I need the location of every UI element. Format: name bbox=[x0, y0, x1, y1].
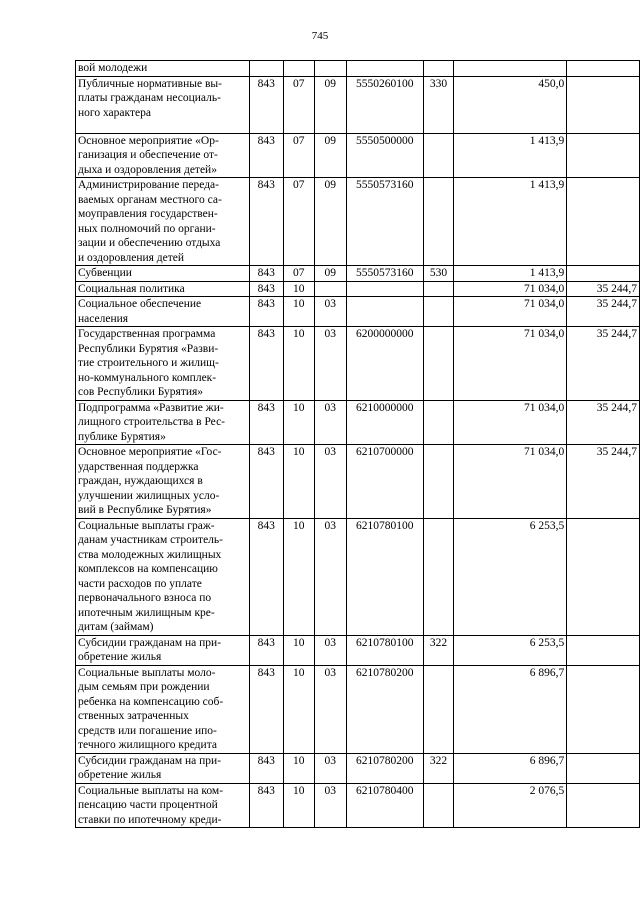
cell-ministry-code: 843 bbox=[249, 635, 283, 665]
cell-section-code: 10 bbox=[283, 635, 315, 665]
cell-section-code bbox=[283, 61, 315, 77]
cell-amount-year2 bbox=[567, 178, 640, 266]
cell-target-article: 5550573160 bbox=[346, 178, 424, 266]
cell-subsection-code: 03 bbox=[315, 665, 347, 753]
cell-name: Социальные выплаты на ком- пенсацию части процентной ставки по ипотечному креди- bbox=[76, 783, 250, 828]
cell-target-article: 5550573160 bbox=[346, 266, 424, 282]
table-row bbox=[76, 266, 640, 282]
cell-expense-type bbox=[424, 665, 454, 753]
cell-section-code: 07 bbox=[283, 266, 315, 282]
cell-amount-year1: 71 034,0 bbox=[453, 445, 566, 519]
cell-expense-type: 322 bbox=[424, 635, 454, 665]
cell-subsection-code: 09 bbox=[315, 133, 347, 178]
cell-ministry-code bbox=[249, 61, 283, 77]
cell-section-code: 10 bbox=[283, 327, 315, 401]
cell-subsection-code bbox=[315, 61, 347, 77]
cell-target-article: 5550260100 bbox=[346, 76, 424, 133]
cell-expense-type bbox=[424, 297, 454, 327]
cell-subsection-code: 03 bbox=[315, 445, 347, 519]
table-row bbox=[76, 753, 640, 783]
cell-section-code: 07 bbox=[283, 76, 315, 133]
cell-amount-year1: 71 034,0 bbox=[453, 400, 566, 445]
cell-target-article: 5550500000 bbox=[346, 133, 424, 178]
cell-subsection-code: 03 bbox=[315, 297, 347, 327]
cell-expense-type bbox=[424, 281, 454, 297]
cell-target-article bbox=[346, 281, 424, 297]
cell-target-article: 6210700000 bbox=[346, 445, 424, 519]
cell-amount-year2 bbox=[567, 133, 640, 178]
cell-subsection-code: 09 bbox=[315, 178, 347, 266]
cell-ministry-code: 843 bbox=[249, 281, 283, 297]
cell-expense-type: 530 bbox=[424, 266, 454, 282]
cell-subsection-code: 03 bbox=[315, 327, 347, 401]
cell-amount-year2 bbox=[567, 76, 640, 133]
cell-subsection-code: 03 bbox=[315, 753, 347, 783]
table-row bbox=[76, 400, 640, 445]
table-row bbox=[76, 518, 640, 635]
cell-name: Субсидии гражданам на при- обретение жилья bbox=[76, 753, 250, 783]
table-row bbox=[76, 665, 640, 753]
cell-ministry-code: 843 bbox=[249, 753, 283, 783]
cell-amount-year1: 1 413,9 bbox=[453, 266, 566, 282]
cell-name: Государственная программа Республики Бурятия «Разви- тие строительного и жилищ- но-коммунального комплек- сов Республики Бурятия» bbox=[76, 327, 250, 401]
cell-amount-year2 bbox=[567, 61, 640, 77]
cell-section-code: 10 bbox=[283, 753, 315, 783]
cell-amount-year1: 2 076,5 bbox=[453, 783, 566, 828]
cell-expense-type bbox=[424, 518, 454, 635]
cell-target-article bbox=[346, 297, 424, 327]
cell-amount-year1: 6 253,5 bbox=[453, 635, 566, 665]
cell-amount-year2 bbox=[567, 665, 640, 753]
cell-expense-type bbox=[424, 327, 454, 401]
cell-target-article: 6210000000 bbox=[346, 400, 424, 445]
cell-name: Социальное обеспечение населения bbox=[76, 297, 250, 327]
cell-ministry-code: 843 bbox=[249, 445, 283, 519]
table-row bbox=[76, 783, 640, 828]
cell-section-code: 10 bbox=[283, 281, 315, 297]
cell-subsection-code: 03 bbox=[315, 400, 347, 445]
cell-target-article: 6210780200 bbox=[346, 753, 424, 783]
cell-ministry-code: 843 bbox=[249, 266, 283, 282]
cell-ministry-code: 843 bbox=[249, 178, 283, 266]
cell-amount-year2: 35 244,7 bbox=[567, 445, 640, 519]
cell-ministry-code: 843 bbox=[249, 297, 283, 327]
cell-amount-year2: 35 244,7 bbox=[567, 281, 640, 297]
cell-amount-year1: 1 413,9 bbox=[453, 133, 566, 178]
cell-target-article: 6210780200 bbox=[346, 665, 424, 753]
cell-name: Публичные нормативные вы- платы гражданам несоциаль- ного характера bbox=[76, 76, 250, 133]
cell-subsection-code: 09 bbox=[315, 76, 347, 133]
cell-name: вой молодежи bbox=[76, 61, 250, 77]
cell-ministry-code: 843 bbox=[249, 783, 283, 828]
cell-amount-year2 bbox=[567, 266, 640, 282]
cell-subsection-code: 03 bbox=[315, 518, 347, 635]
table-row bbox=[76, 61, 640, 77]
cell-name: Социальные выплаты моло- дым семьям при рождении ребенка на компенсацию соб- ственных затраченных средств или погашение ипо- течного жилищного кредита bbox=[76, 665, 250, 753]
cell-amount-year1: 6 896,7 bbox=[453, 665, 566, 753]
table-row bbox=[76, 445, 640, 519]
cell-amount-year2 bbox=[567, 783, 640, 828]
cell-target-article: 6210780100 bbox=[346, 635, 424, 665]
cell-ministry-code: 843 bbox=[249, 665, 283, 753]
cell-expense-type bbox=[424, 133, 454, 178]
cell-amount-year2 bbox=[567, 518, 640, 635]
cell-amount-year2: 35 244,7 bbox=[567, 327, 640, 401]
cell-amount-year1: 6 896,7 bbox=[453, 753, 566, 783]
cell-name: Основное мероприятие «Ор- ганизация и обеспечение от- дыха и оздоровления детей» bbox=[76, 133, 250, 178]
cell-subsection-code: 03 bbox=[315, 783, 347, 828]
cell-expense-type bbox=[424, 178, 454, 266]
table-row bbox=[76, 178, 640, 266]
cell-section-code: 07 bbox=[283, 178, 315, 266]
cell-ministry-code: 843 bbox=[249, 133, 283, 178]
cell-amount-year2 bbox=[567, 753, 640, 783]
cell-amount-year1: 71 034,0 bbox=[453, 297, 566, 327]
cell-name: Социальные выплаты граж- данам участникам строитель- ства молодежных жилищных комплексов на компенсацию части расходов по уплате первоначального взноса по ипотечным жилищным кре- дитам (займам) bbox=[76, 518, 250, 635]
cell-name: Основное мероприятие «Гос- ударственная поддержка граждан, нуждающихся в улучшении жилищных усло- вий в Республике Бурятия» bbox=[76, 445, 250, 519]
cell-section-code: 10 bbox=[283, 445, 315, 519]
cell-amount-year1: 1 413,9 bbox=[453, 178, 566, 266]
cell-expense-type: 322 bbox=[424, 753, 454, 783]
cell-name: Администрирование переда- ваемых органам местного са- моуправления государствен- ных полномочий по органи- зации и обеспечению отдыха и оздоровления детей bbox=[76, 178, 250, 266]
cell-section-code: 10 bbox=[283, 783, 315, 828]
cell-expense-type bbox=[424, 783, 454, 828]
cell-subsection-code: 03 bbox=[315, 635, 347, 665]
cell-target-article: 6210780100 bbox=[346, 518, 424, 635]
table-row bbox=[76, 76, 640, 133]
table-row bbox=[76, 297, 640, 327]
cell-subsection-code bbox=[315, 281, 347, 297]
cell-amount-year2 bbox=[567, 635, 640, 665]
cell-section-code: 10 bbox=[283, 665, 315, 753]
cell-amount-year1: 71 034,0 bbox=[453, 327, 566, 401]
cell-expense-type bbox=[424, 445, 454, 519]
cell-section-code: 10 bbox=[283, 518, 315, 635]
cell-ministry-code: 843 bbox=[249, 76, 283, 133]
cell-name: Подпрограмма «Развитие жи- лищного строительства в Рес- публике Бурятия» bbox=[76, 400, 250, 445]
table-row bbox=[76, 281, 640, 297]
cell-amount-year2: 35 244,7 bbox=[567, 297, 640, 327]
page-number: 745 bbox=[311, 30, 329, 42]
cell-amount-year1 bbox=[453, 61, 566, 77]
table-row bbox=[76, 327, 640, 401]
budget-table bbox=[75, 60, 640, 828]
table-row bbox=[76, 133, 640, 178]
cell-ministry-code: 843 bbox=[249, 400, 283, 445]
cell-subsection-code: 09 bbox=[315, 266, 347, 282]
cell-section-code: 10 bbox=[283, 297, 315, 327]
cell-amount-year1: 6 253,5 bbox=[453, 518, 566, 635]
cell-name: Субсидии гражданам на при- обретение жилья bbox=[76, 635, 250, 665]
cell-expense-type bbox=[424, 400, 454, 445]
cell-ministry-code: 843 bbox=[249, 327, 283, 401]
cell-name: Субвенции bbox=[76, 266, 250, 282]
cell-section-code: 10 bbox=[283, 400, 315, 445]
cell-amount-year2: 35 244,7 bbox=[567, 400, 640, 445]
cell-target-article: 6200000000 bbox=[346, 327, 424, 401]
cell-section-code: 07 bbox=[283, 133, 315, 178]
cell-target-article bbox=[346, 61, 424, 77]
cell-expense-type bbox=[424, 61, 454, 77]
cell-name: Социальная политика bbox=[76, 281, 250, 297]
cell-target-article: 6210780400 bbox=[346, 783, 424, 828]
table-row bbox=[76, 635, 640, 665]
cell-amount-year1: 71 034,0 bbox=[453, 281, 566, 297]
cell-amount-year1: 450,0 bbox=[453, 76, 566, 133]
cell-ministry-code: 843 bbox=[249, 518, 283, 635]
cell-expense-type: 330 bbox=[424, 76, 454, 133]
